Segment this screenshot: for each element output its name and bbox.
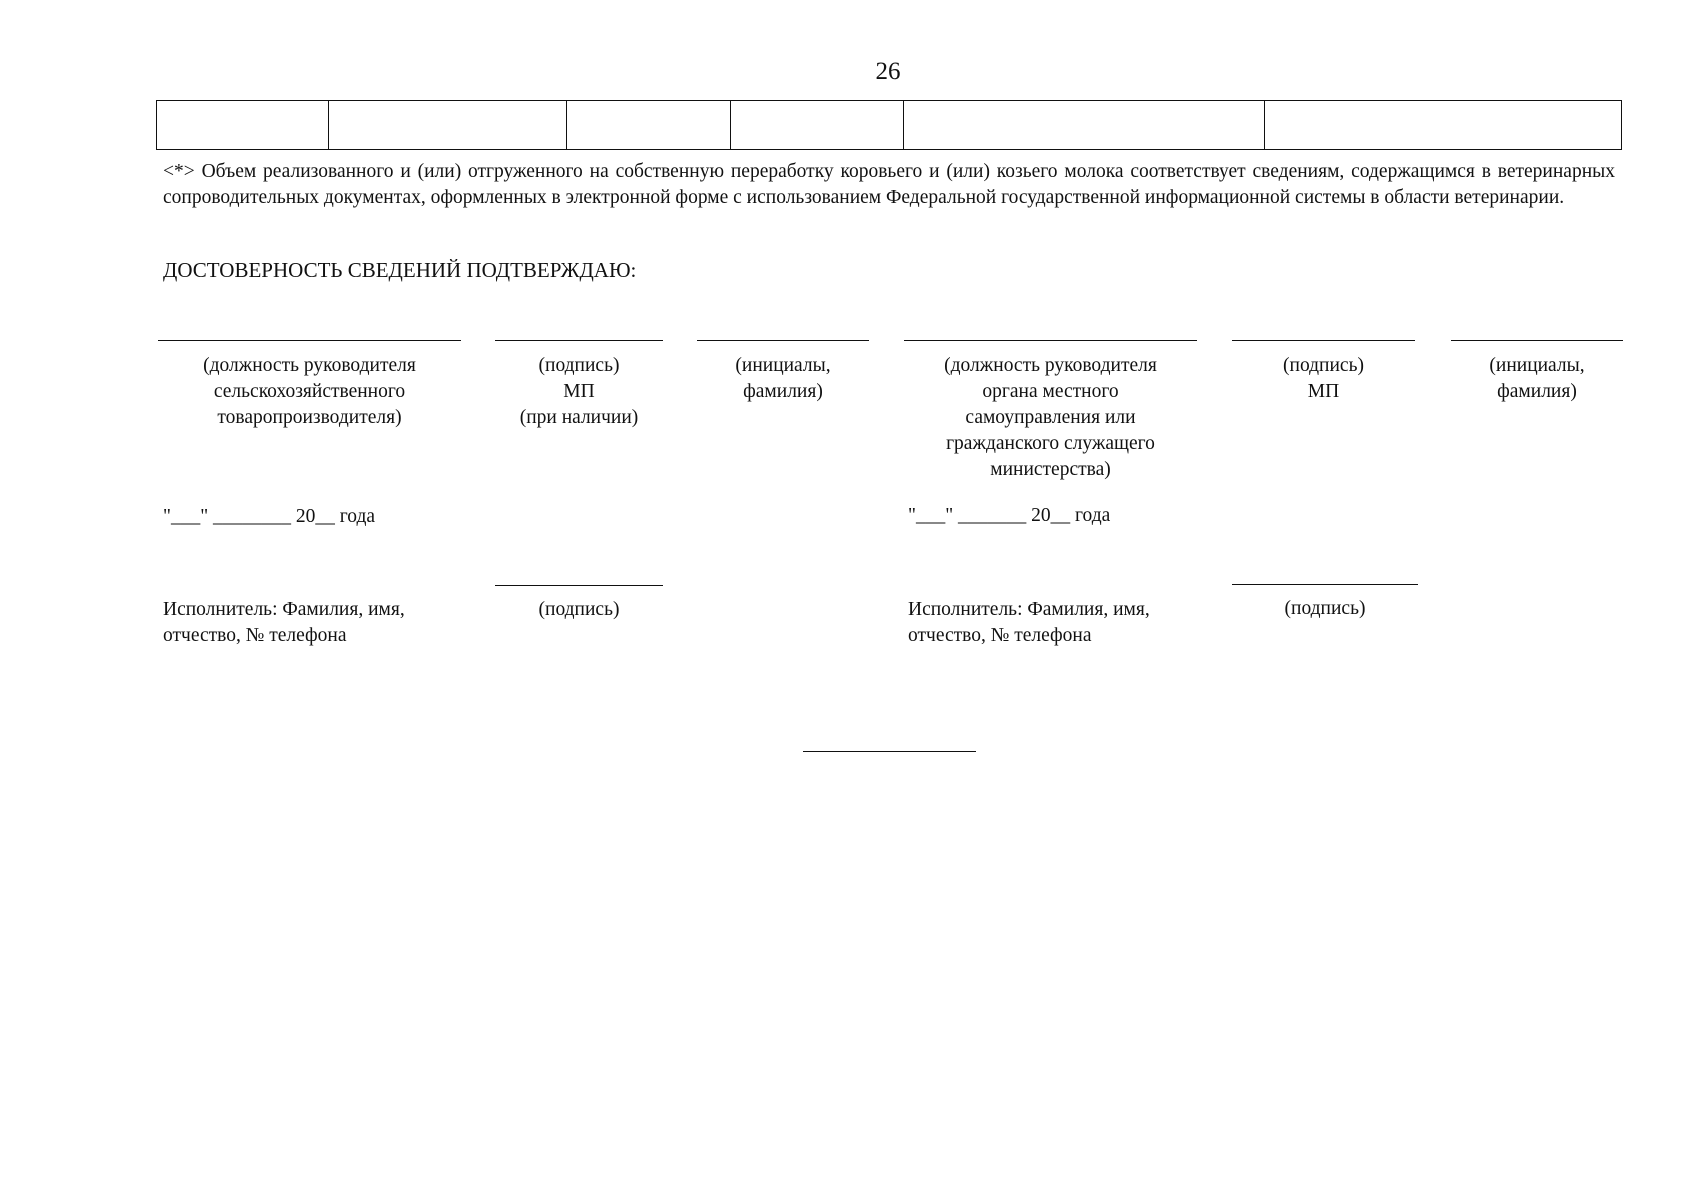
executor-signature-line-right [1232, 584, 1418, 585]
page-number: 26 [875, 58, 901, 85]
table-cell [329, 101, 567, 150]
table-cell [157, 101, 329, 150]
table-cell [904, 101, 1265, 150]
footnote: <*> Объем реализованного и (или) отгруженного на собственную переработку коровьего и (или) козьего молока соответствует сведениям, содержащимся в ветеринарных сопроводительных документах, оформленных в электронной форме с использованием Федеральной государственной информационной системы в области ветеринарии. [163, 161, 1615, 208]
table-row [157, 101, 1622, 150]
initials-caption-left: (инициалы, фамилия) [735, 355, 831, 402]
executor-signature-line-left [495, 585, 663, 586]
position-caption-left: (должность руководителя сельскохозяйственного товаропроизводителя) [203, 355, 416, 428]
position-line-left [158, 340, 461, 341]
initials-caption-right: (инициалы, фамилия) [1489, 355, 1585, 402]
signature-line-right [1232, 340, 1415, 341]
executor-left: Исполнитель: Фамилия, имя, отчество, № телефона [163, 599, 405, 646]
signature-caption-right: (подпись) МП [1283, 355, 1364, 402]
date-line-right: "___" _______ 20__ года [908, 505, 1111, 526]
initials-line-left [697, 340, 869, 341]
table-cell [567, 101, 731, 150]
date-line-left: "___" ________ 20__ года [163, 506, 376, 527]
table-cell [731, 101, 904, 150]
table-cell [1265, 101, 1622, 150]
executor-signature-caption-left: (подпись) [538, 599, 620, 620]
end-separator-line [803, 751, 976, 752]
initials-line-right [1451, 340, 1623, 341]
signature-caption-left: (подпись) МП (при наличии) [519, 355, 639, 428]
position-line-right [904, 340, 1197, 341]
continuation-table [156, 100, 1622, 150]
position-caption-right: (должность руководителя органа местного самоуправления или гражданского служащего министерства) [944, 355, 1157, 480]
signature-line-left [495, 340, 663, 341]
confirm-heading: ДОСТОВЕРНОСТЬ СВЕДЕНИЙ ПОДТВЕРЖДАЮ: [163, 258, 637, 282]
executor-signature-caption-right: (подпись) [1284, 598, 1366, 619]
executor-right: Исполнитель: Фамилия, имя, отчество, № телефона [908, 599, 1150, 646]
